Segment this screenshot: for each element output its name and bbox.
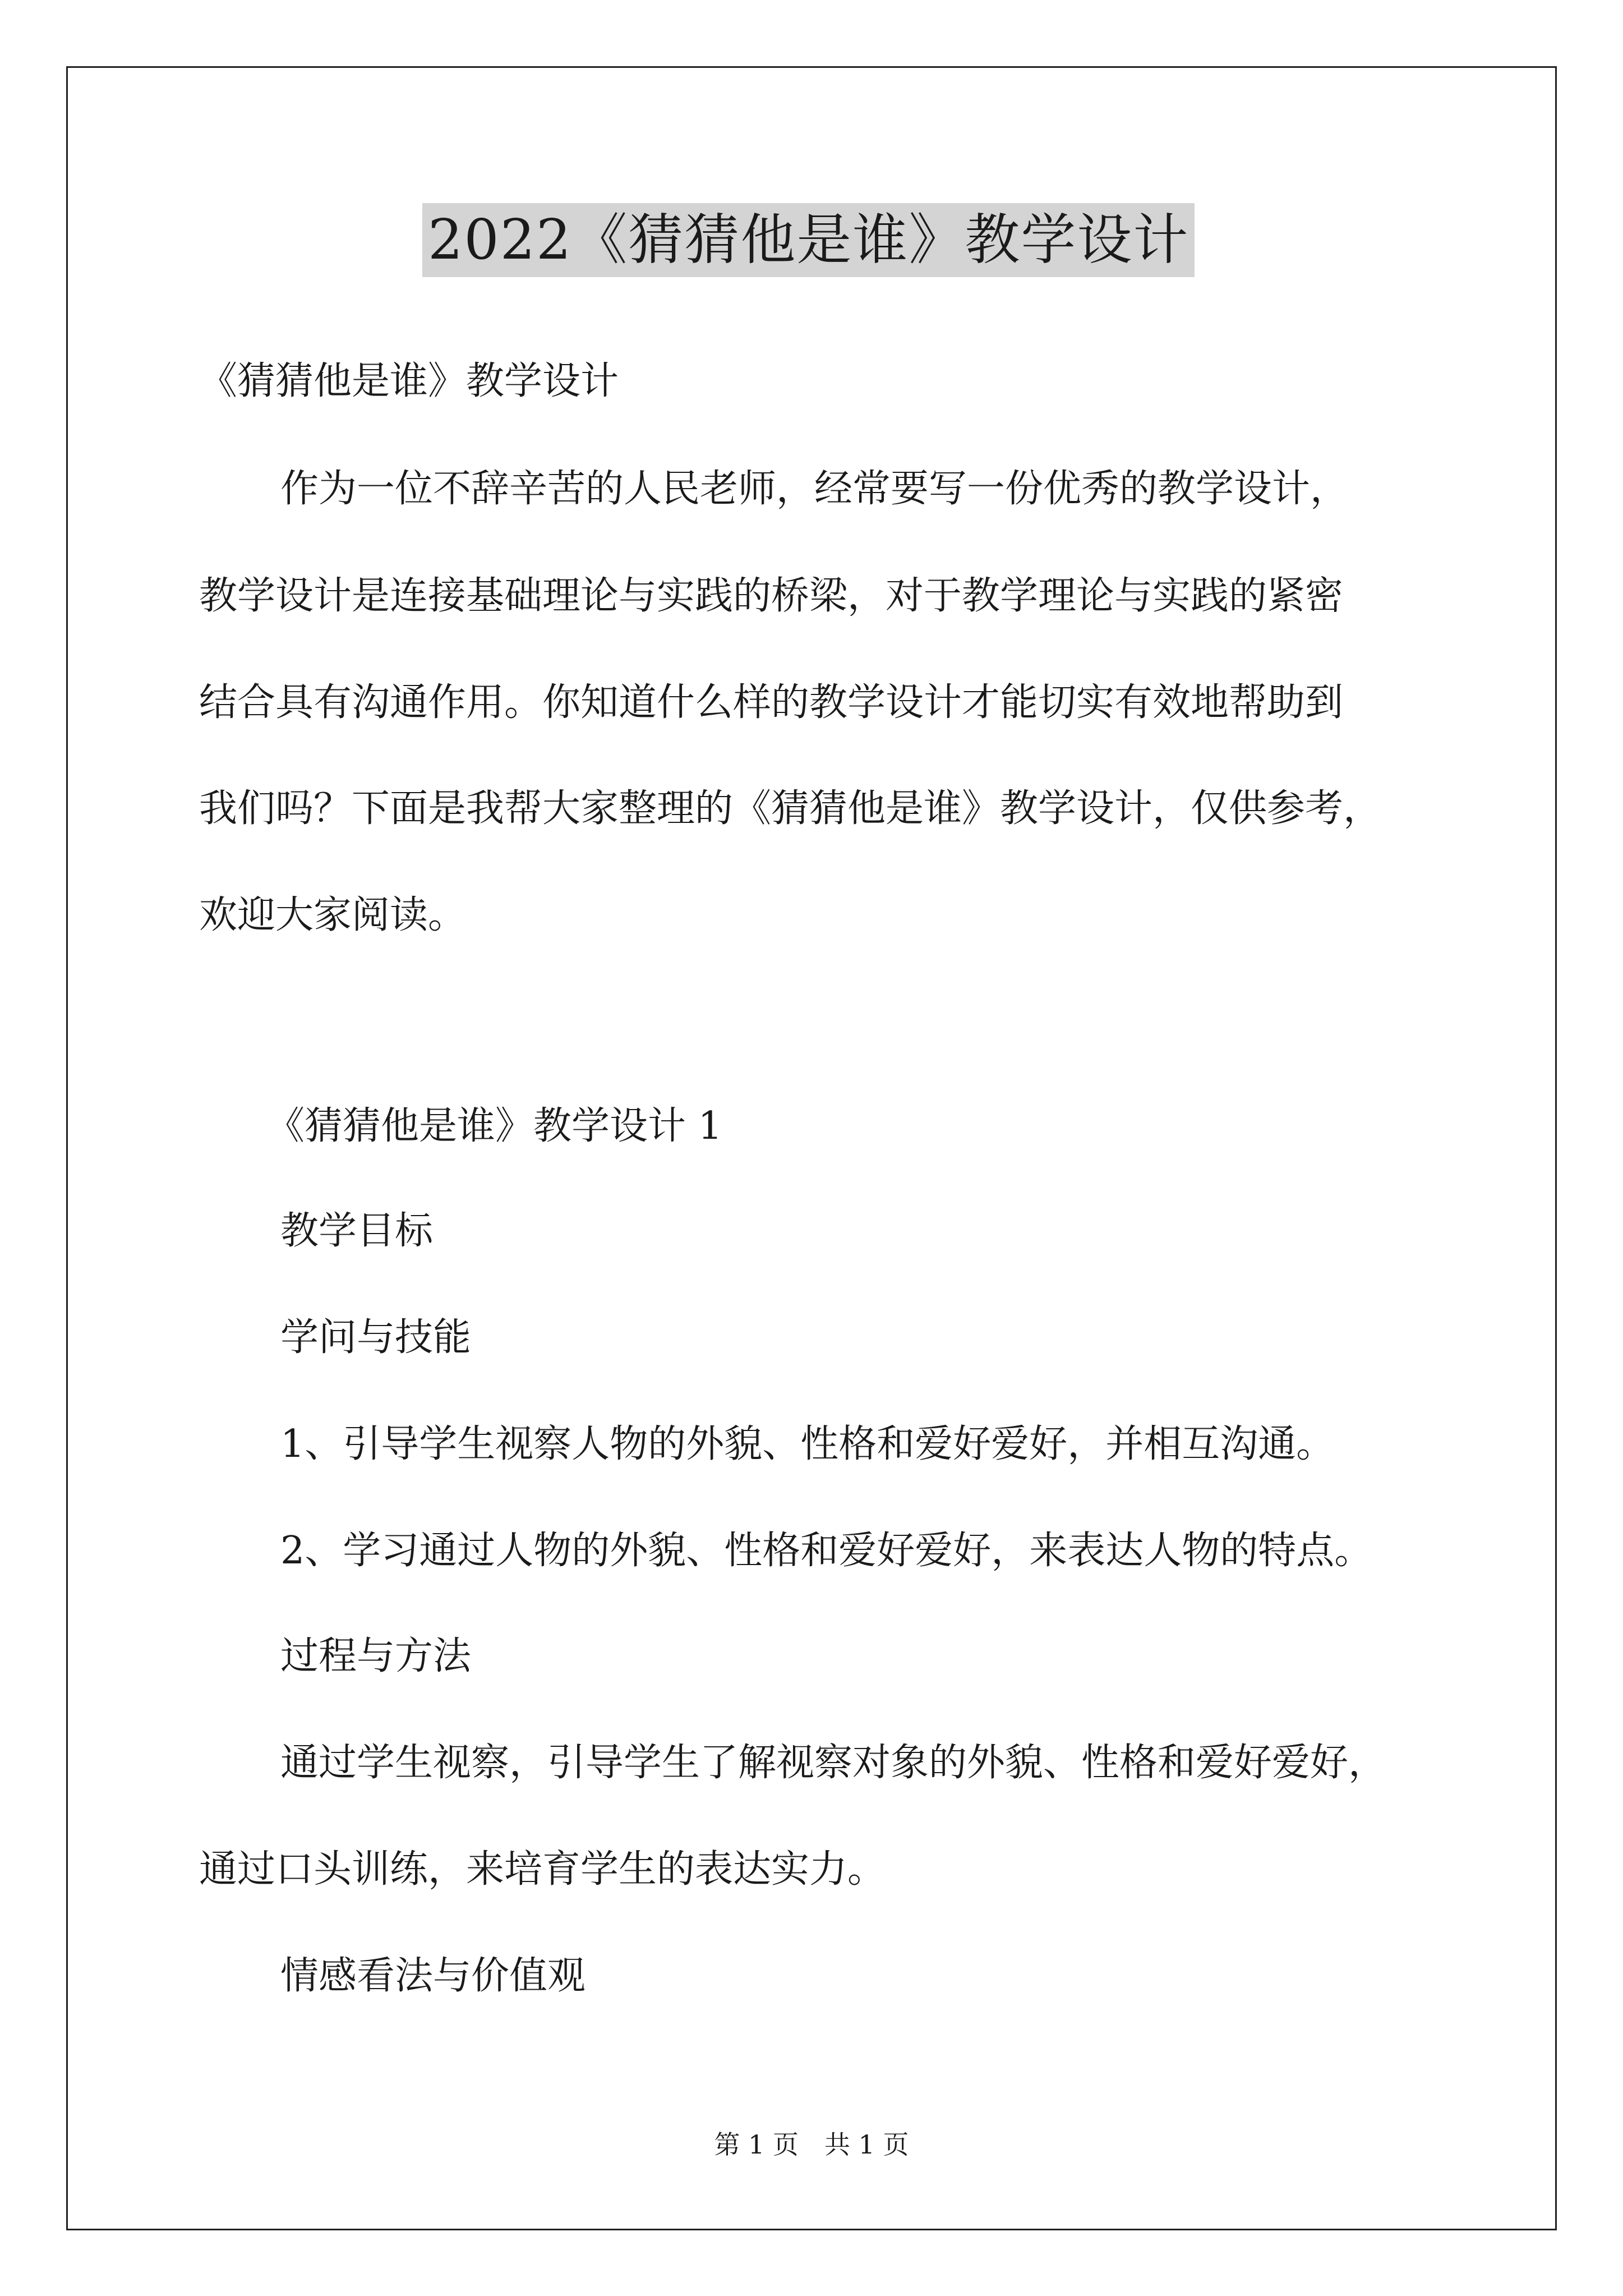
document-title: 2022《猜猜他是谁》教学设计 bbox=[422, 203, 1195, 277]
intro-line: 欢迎大家阅读。 bbox=[199, 893, 467, 937]
emotion-heading: 情感看法与价值观 bbox=[280, 1954, 586, 1998]
process-line: 通过口头训练，来培育学生的表达实力。 bbox=[199, 1847, 886, 1892]
knowledge-item: 1、引导学生视察人物的外貌、性格和爱好爱好，并相互沟通。 bbox=[280, 1422, 1335, 1466]
knowledge-heading: 学问与技能 bbox=[280, 1315, 472, 1360]
intro-line: 我们吗？下面是我帮大家整理的《猜猜他是谁》教学设计，仅供参考， bbox=[199, 786, 1382, 831]
intro-line: 结合具有沟通作用。你知道什么样的教学设计才能切实有效地帮助到 bbox=[199, 680, 1344, 725]
intro-line: 作为一位不辞辛苦的人民老师，经常要写一份优秀的教学设计， bbox=[280, 467, 1349, 511]
intro-line: 教学设计是连接基础理论与实践的桥梁，对于教学理论与实践的紧密 bbox=[199, 574, 1344, 618]
process-heading: 过程与方法 bbox=[280, 1634, 472, 1678]
section-heading: 《猜猜他是谁》教学设计 1 bbox=[266, 1104, 722, 1148]
page-number: 第 1 页 共 1 页 bbox=[714, 2129, 909, 2160]
process-line: 通过学生视察，引导学生了解视察对象的外貌、性格和爱好爱好， bbox=[280, 1741, 1387, 1785]
knowledge-item: 2、学习通过人物的外貌、性格和爱好爱好，来表达人物的特点。 bbox=[280, 1529, 1373, 1573]
document-subtitle: 《猜猜他是谁》教学设计 bbox=[199, 359, 619, 403]
objectives-heading: 教学目标 bbox=[280, 1209, 434, 1253]
